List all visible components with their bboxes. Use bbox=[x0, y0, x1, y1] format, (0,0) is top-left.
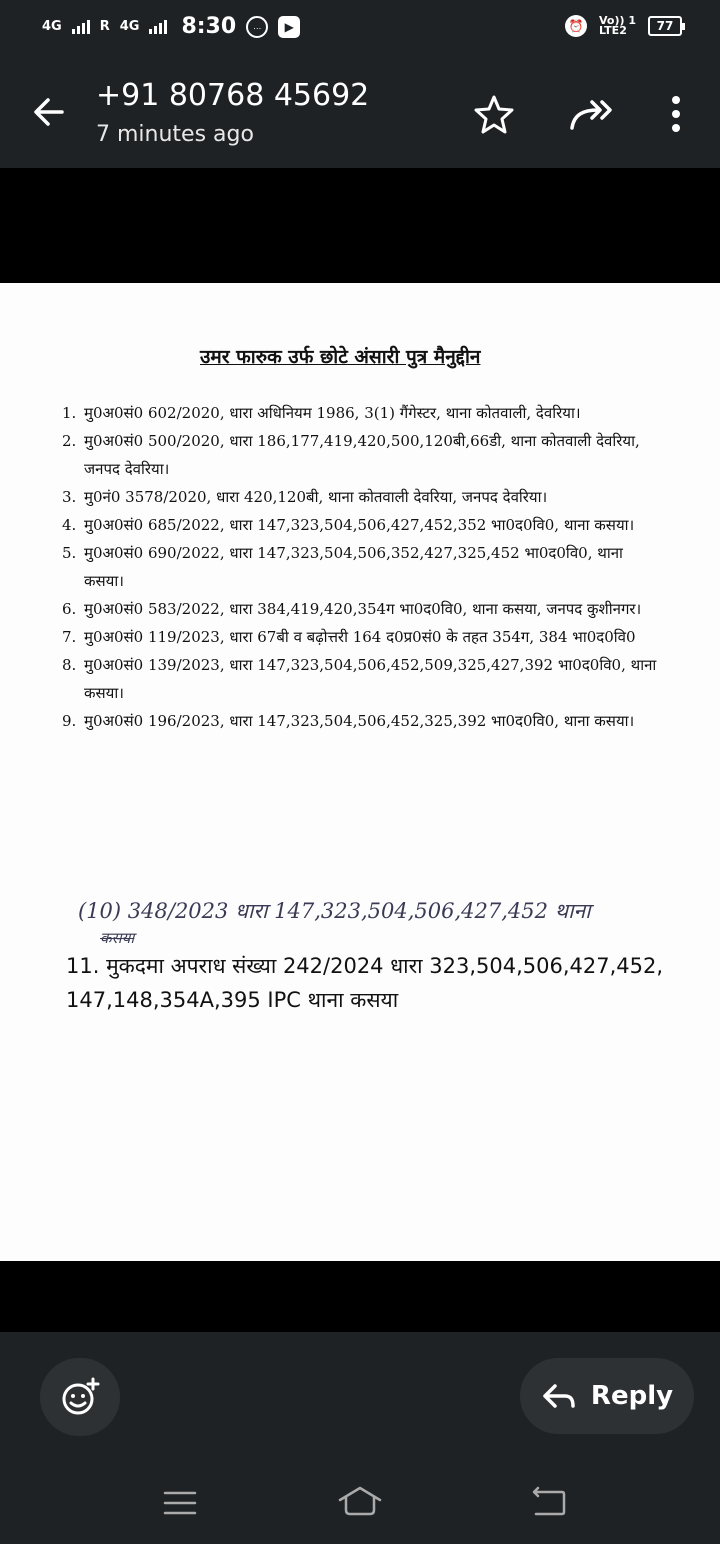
system-navigation-bar bbox=[0, 1478, 720, 1528]
typed-entry: 11. मुकदमा अपराध संख्या 242/2024 धारा 323,504,506,427,452, 147,148,354A,395 IPC थाना कसया bbox=[66, 954, 664, 1012]
back-nav-icon[interactable] bbox=[528, 1486, 568, 1518]
signal-icon-2 bbox=[149, 20, 167, 34]
add-reaction-icon bbox=[60, 1377, 100, 1417]
list-item: 6. मु0अ0सं0 583/2022, धारा 384,419,420,354ग भा0द0वि0, थाना कसया, जनपद कुशीनगर। bbox=[62, 600, 642, 618]
handwritten-entry-continued: कसया bbox=[100, 929, 135, 947]
play-notification-icon: ▶ bbox=[278, 16, 300, 38]
volte-indicator: Vo)) 1 LTE2 bbox=[598, 14, 636, 37]
messages-notification-icon: … bbox=[246, 16, 268, 38]
network-indicator: 4G bbox=[42, 18, 62, 34]
home-icon[interactable] bbox=[336, 1484, 384, 1518]
reply-bar bbox=[0, 1332, 720, 1544]
status-bar bbox=[0, 0, 720, 56]
reply-button[interactable] bbox=[520, 1358, 694, 1434]
list-item: 5. मु0अ0सं0 690/2022, धारा 147,323,504,506,352,427,325,452 भा0द0वि0, थाना कसया। bbox=[62, 544, 623, 590]
reply-icon bbox=[541, 1382, 577, 1410]
list-item: 9. मु0अ0सं0 196/2023, धारा 147,323,504,506,452,325,392 भा0द0वि0, थाना कसया। bbox=[62, 712, 635, 730]
document-title: उमर फारुक उर्फ छोटे अंसारी पुत्र मैनुद्दीन bbox=[200, 346, 481, 368]
roaming-indicator: R bbox=[99, 18, 110, 34]
list-item: 7. मु0अ0सं0 119/2023, धारा 67बी व बढ़ोत्तरी 164 द0प्र0सं0 के तहत 354ग, 384 भा0द0वि0 bbox=[62, 628, 636, 646]
list-item: 4. मु0अ0सं0 685/2022, धारा 147,323,504,506,427,452,352 भा0द0वि0, थाना कसया। bbox=[62, 516, 635, 534]
clock: 8:30 bbox=[181, 14, 237, 39]
signal-icon bbox=[72, 20, 90, 34]
arrow-left-icon[interactable] bbox=[28, 90, 72, 134]
add-reaction-button[interactable] bbox=[40, 1358, 120, 1436]
contact-name: +91 80768 45692 bbox=[96, 78, 370, 113]
more-vertical-icon[interactable] bbox=[664, 92, 688, 136]
recent-apps-icon[interactable] bbox=[162, 1488, 198, 1518]
list-item: 1. मु0अ0सं0 602/2020, धारा अधिनियम 1986, 3(1) गैंगेस्टर, थाना कोतवाली, देवरिया। bbox=[62, 404, 581, 422]
message-timestamp: 7 minutes ago bbox=[96, 122, 254, 147]
list-item: 2. मु0अ0सं0 500/2020, धारा 186,177,419,420,500,120बी,66डी, थाना कोतवाली देवरिया, जनपद देवरिया। bbox=[62, 432, 640, 478]
battery-icon: 77 bbox=[648, 16, 682, 36]
list-item: 8. मु0अ0सं0 139/2023, धारा 147,323,504,506,452,509,325,427,392 भा0द0वि0, थाना कसया। bbox=[62, 656, 657, 702]
handwritten-entry: (10) 348/2023 धारा 147,323,504,506,427,452 थाना bbox=[78, 899, 591, 923]
message-header bbox=[0, 56, 720, 168]
network-indicator-2: 4G bbox=[119, 18, 140, 34]
case-list bbox=[62, 399, 662, 735]
list-item: 3. मु0नं0 3578/2020, धारा 420,120बी, थाना कोतवाली देवरिया, जनपद देवरिया। bbox=[62, 488, 548, 506]
reply-label: Reply bbox=[590, 1381, 674, 1411]
attached-document-image[interactable] bbox=[0, 283, 720, 1261]
forward-icon[interactable] bbox=[566, 92, 616, 136]
alarm-icon: ⏰ bbox=[565, 15, 587, 37]
star-outline-icon[interactable] bbox=[472, 92, 516, 136]
